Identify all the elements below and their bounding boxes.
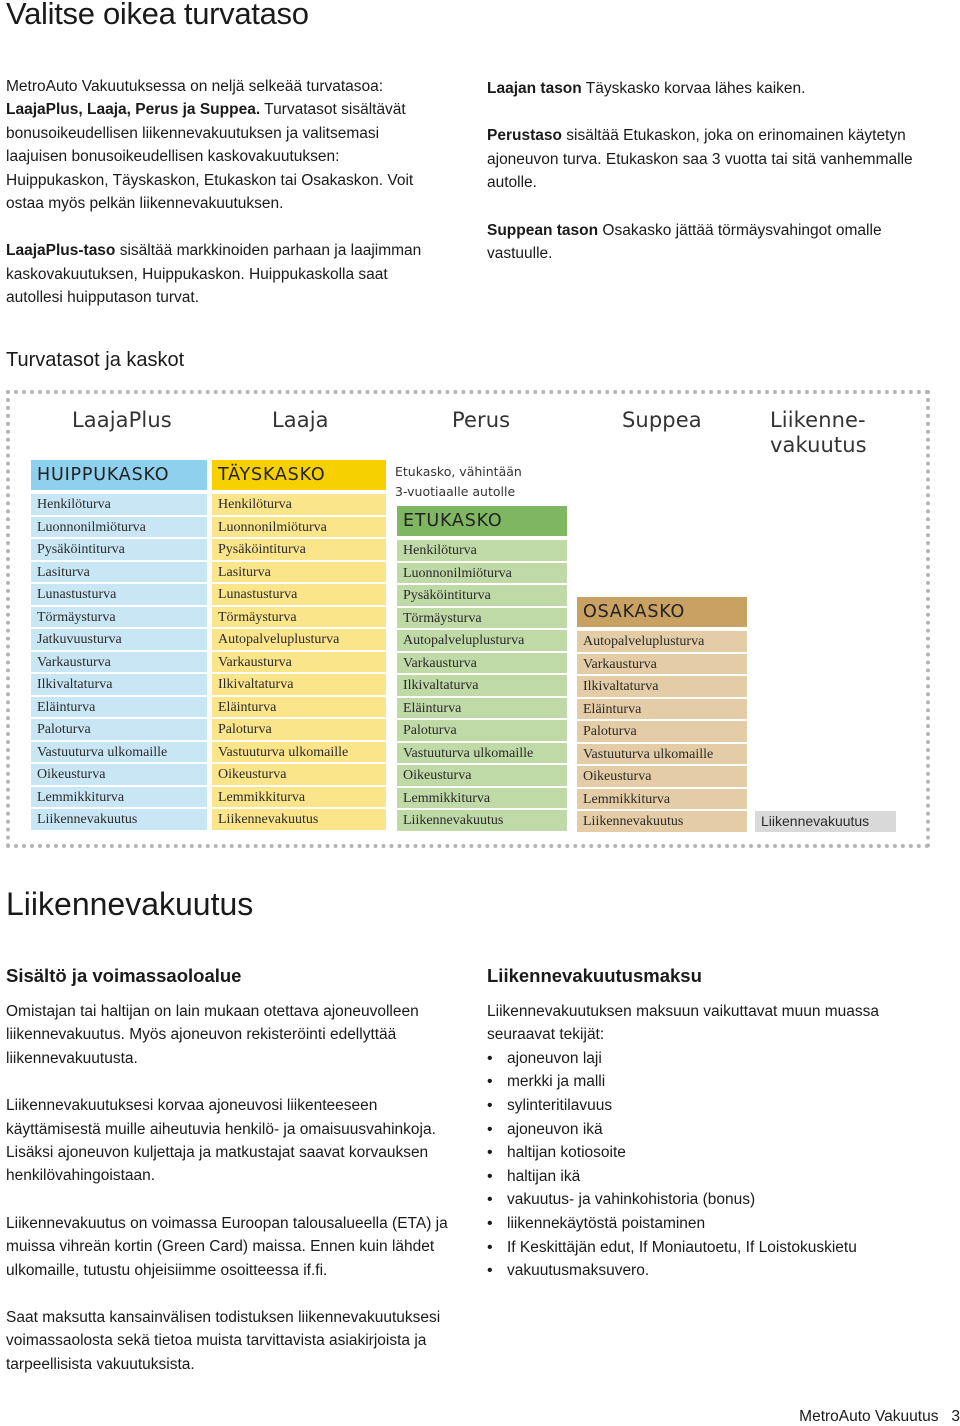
osakasko-item: Eläinturva (577, 699, 747, 720)
page-footer (799, 1408, 960, 1426)
right-heading: Liikennevakuutusmaksu (487, 965, 702, 986)
tayskasko-item: Eläinturva (212, 697, 386, 718)
tayskasko-item: Liikennevakuutus (212, 809, 386, 830)
tayskasko-item: Autopalveluplusturva (212, 629, 386, 650)
tier-suppea: Suppea (622, 408, 702, 432)
factor-item: • If Keskittäjän edut, If Moniautoetu, If Loistokuskietu (487, 1236, 927, 1260)
factor-item: • ajoneuvon laji (487, 1047, 927, 1071)
osakasko-item: Ilkivaltaturva (577, 676, 747, 697)
intro-right (487, 77, 927, 265)
osakasko-item: Varkausturva (577, 654, 747, 675)
tayskasko-item: Luonnonilmiöturva (212, 517, 386, 538)
factor-item: • haltijan ikä (487, 1165, 927, 1189)
perus-note (395, 462, 522, 501)
osakasko-header: OSAKASKO (577, 597, 747, 627)
tier-liikenne-line1: Liikenne- (770, 408, 866, 432)
intro-paragraph-2: LaajaPlus-taso sisältää markkinoiden parhaan ja laajimman kaskovakuutuksen, Huippukaskon. Huippukaskolla saat autollesi huipputason turvat. (6, 242, 422, 307)
etukasko-item: Eläinturva (397, 698, 567, 719)
left-paragraph-2: Liikennevakuutuksesi korvaa ajoneuvosi liikenteeseen käyttämisestä muille aiheutuvia henkilö- ja omaisuusvahinkoja. Lisäksi ajoneuvon kuljettaja ja matkustajat saavat korvauksen henkilövahingoistaan. (6, 1097, 436, 1185)
tayskasko-item: Oikeusturva (212, 764, 386, 785)
osakasko-item: Lemmikkiturva (577, 789, 747, 810)
etukasko-item: Liikennevakuutus (397, 810, 567, 831)
liikennevakuutus-title: Liikennevakuutus (6, 886, 254, 922)
huippukasko-item: Lunastusturva (31, 584, 207, 605)
etukasko-item: Autopalveluplusturva (397, 630, 567, 651)
page-title: Valitse oikea turvataso (6, 0, 309, 31)
liikenne-item: Liikennevakuutus (755, 811, 896, 832)
osakasko-item: Vastuuturva ulkomaille (577, 744, 747, 765)
factor-list (487, 1047, 927, 1283)
etukasko-item: Paloturva (397, 720, 567, 741)
right-intro: Liikennevakuutuksen maksuun vaikuttavat muun muassa seuraavat tekijät: (487, 1003, 880, 1044)
tayskasko-header: TÄYSKASKO (212, 460, 386, 490)
osakasko-item: Paloturva (577, 721, 747, 742)
tayskasko-item: Lemmikkiturva (212, 787, 386, 808)
liikenne-left-column (6, 1000, 450, 1376)
huippukasko-item: Luonnonilmiöturva (31, 517, 207, 538)
factor-item: • haltijan kotiosoite (487, 1141, 927, 1165)
etukasko-item: Varkausturva (397, 653, 567, 674)
huippukasko-item: Liikennevakuutus (31, 809, 207, 830)
huippukasko-item: Paloturva (31, 719, 207, 740)
huippukasko-item: Jatkuvuusturva (31, 629, 207, 650)
intro-paragraph-1: MetroAuto Vakuutuksessa on neljä selkeää turvatasoa: LaajaPlus, Laaja, Perus ja Suppea. Turvatasot sisältävät bonusoikeudellisen liikennevakuutuksen ja valitsemasi laajuisen bonusoikeudellisen kaskovakuutuksen: Huippukaskon, Täyskaskon, Etukaskon tai Osakaskon. Voit ostaa myös pelkän liikennevakuutuksen. (6, 78, 414, 213)
etukasko-item: Luonnonilmiöturva (397, 563, 567, 584)
etukasko-header: ETUKASKO (397, 506, 567, 536)
perus-note-line1: Etukasko, vähintään (395, 464, 522, 479)
tier-laajaplus: LaajaPlus (72, 408, 172, 432)
tayskasko-item: Törmäysturva (212, 607, 386, 628)
tayskasko-item: Varkausturva (212, 652, 386, 673)
huippukasko-item: Henkilöturva (31, 494, 207, 515)
huippukasko-item: Törmäysturva (31, 607, 207, 628)
osakasko-item: Autopalveluplusturva (577, 631, 747, 652)
tayskasko-item: Pysäköintiturva (212, 539, 386, 560)
intro-paragraph-3: Laajan tason Täyskasko korvaa lähes kaiken. (487, 80, 806, 97)
footer-text: MetroAuto Vakuutus 3 (799, 1408, 960, 1425)
intro-left (6, 75, 444, 310)
intro-paragraph-4: Perustaso sisältää Etukaskon, joka on erinomainen käytetyn ajoneuvon turva. Etukaskon saa 3 vuotta tai sitä vanhemmalle autolle. (487, 127, 913, 192)
left-heading: Sisältö ja voimassaoloalue (6, 965, 242, 986)
huippukasko-item: Eläinturva (31, 697, 207, 718)
factor-item: • merkki ja malli (487, 1070, 927, 1094)
osakasko-item: Liikennevakuutus (577, 811, 747, 832)
huippukasko-item: Varkausturva (31, 652, 207, 673)
huippukasko-item: Lemmikkiturva (31, 787, 207, 808)
column-osakasko (577, 597, 747, 834)
tayskasko-item: Vastuuturva ulkomaille (212, 742, 386, 763)
column-tayskasko (212, 460, 386, 832)
factor-item: • liikennekäytöstä poistaminen (487, 1212, 927, 1236)
etukasko-item: Oikeusturva (397, 765, 567, 786)
etukasko-item: Lemmikkiturva (397, 788, 567, 809)
tayskasko-item: Ilkivaltaturva (212, 674, 386, 695)
tayskasko-item: Lasiturva (212, 562, 386, 583)
factor-item: • vakuutus- ja vahinkohistoria (bonus) (487, 1188, 927, 1212)
tayskasko-item: Lunastusturva (212, 584, 386, 605)
huippukasko-item: Lasiturva (31, 562, 207, 583)
etukasko-item: Törmäysturva (397, 608, 567, 629)
etukasko-item: Ilkivaltaturva (397, 675, 567, 696)
column-huippukasko (31, 460, 207, 832)
left-paragraph-1: Omistajan tai haltijan on lain mukaan otettava ajoneuvolleen liikennevakuutus. Myös ajoneuvon rekisteröinti edellyttää liikennevakuutusta. (6, 1003, 419, 1067)
huippukasko-item: Pysäköintiturva (31, 539, 207, 560)
etukasko-item: Henkilöturva (397, 540, 567, 561)
tier-liikennevakuutus (770, 408, 867, 458)
factor-item: • vakuutusmaksuvero. (487, 1259, 927, 1283)
tayskasko-item: Paloturva (212, 719, 386, 740)
tayskasko-item: Henkilöturva (212, 494, 386, 515)
tier-laaja: Laaja (272, 408, 329, 432)
tier-perus: Perus (452, 408, 511, 432)
factor-item: • ajoneuvon ikä (487, 1118, 927, 1142)
column-liikennevakuutus (755, 811, 896, 834)
left-paragraph-3: Liikennevakuutus on voimassa Euroopan talousalueella (ETA) ja muissa vihreän kortin (Green Card) maissa. Ennen kuin lähdet ulkomaille, tutustu ohjeisiimme osoitteessa if.fi. (6, 1214, 448, 1279)
tier-liikenne-line2: vakuutus (770, 433, 867, 457)
left-paragraph-4: Saat maksutta kansainvälisen todistuksen liikennevakuutuksesi voimassaolosta sekä tietoa muista tarvittavista asiakirjoista ja tarpeellisista vakuutuksista. (6, 1309, 441, 1373)
factor-item: • sylinteritilavuus (487, 1094, 927, 1118)
huippukasko-item: Vastuuturva ulkomaille (31, 742, 207, 763)
etukasko-item: Vastuuturva ulkomaille (397, 743, 567, 764)
osakasko-item: Oikeusturva (577, 766, 747, 787)
huippukasko-header: HUIPPUKASKO (31, 460, 207, 490)
perus-note-line2: 3-vuotiaalle autolle (395, 483, 516, 499)
huippukasko-item: Oikeusturva (31, 764, 207, 785)
liikenne-right-column (487, 1000, 927, 1283)
column-etukasko (397, 506, 567, 833)
table-section-title: Turvatasot ja kaskot (6, 349, 185, 371)
intro-paragraph-5: Suppean tason Osakasko jättää törmäysvahingot omalle vastuulle. (487, 221, 882, 263)
etukasko-item: Pysäköintiturva (397, 585, 567, 606)
huippukasko-item: Ilkivaltaturva (31, 674, 207, 695)
